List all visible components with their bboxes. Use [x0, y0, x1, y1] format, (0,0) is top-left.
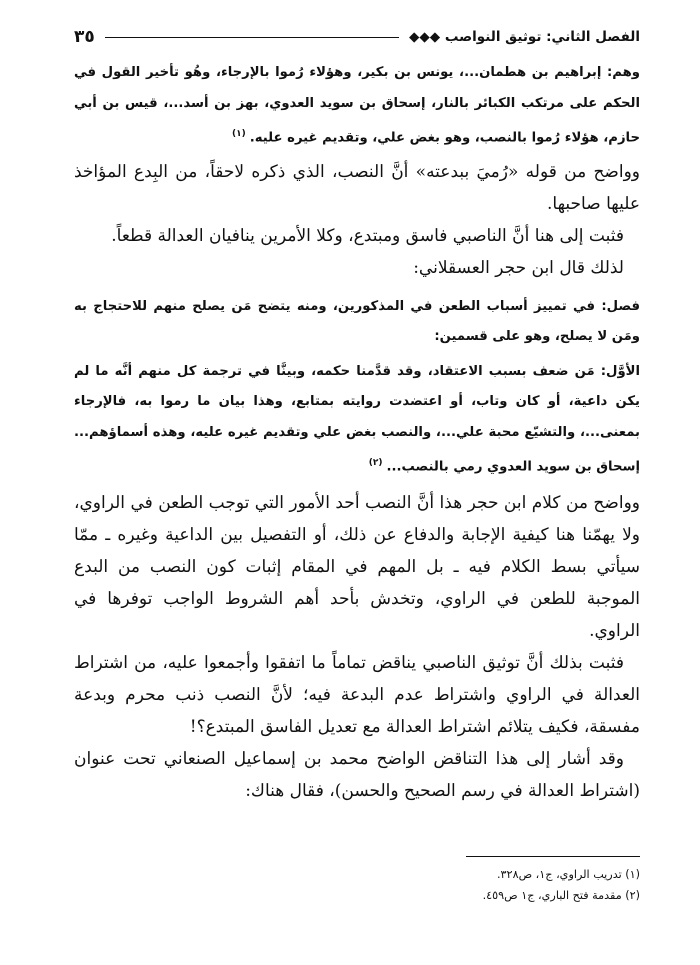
footnote: (٢) مقدمة فتح الباري، ج١ ص٤٥٩. — [482, 889, 640, 902]
body-paragraph: فثبت إلى هنا أنَّ الناصبي فاسق ومبتدع، وكلا الأمرين ينافيان العدالة قطعاً. — [111, 225, 624, 246]
page-number: ٣٥ — [74, 27, 95, 47]
quote-block-2 — [74, 292, 640, 483]
footnote: (١) تدريب الراوي، ج١، ص٣٢٨. — [496, 868, 640, 881]
quote-paragraph: وهم: إبراهيم بن هطمان...، يونس بن بكير، وهؤلاء رُموا بالإرجاء، وهُو تأخير القول في الحكم على مرتكب الكبائر بالنار، إسحاق بن سويد العدوي، بهز بن أسد...، قيس بن أبي حازم، هؤلاء رُموا بالنصب، وهو بغض علي، وتقديم غيره عليه.$^{(١)}$ — [74, 65, 640, 146]
body-paragraph: وقد أشار إلى هذا التناقض الواضح محمد بن إسماعيل الصنعاني تحت عنوان (اشتراط العدالة في رسم الصحيح والحسن)، فقال هناك: — [74, 749, 640, 802]
body-paragraph: لذلك قال ابن حجر العسقلاني: — [413, 257, 624, 278]
footnote-marker-1: (١) — [232, 129, 246, 139]
footnote-separator — [466, 856, 640, 857]
header-rule — [105, 37, 399, 38]
body-paragraph: وواضح من كلام ابن حجر هذا أنَّ النصب أحد الأمور التي توجب الطعن في الراوي، ولا يهمّنا هنا كيفية الإجابة والدفاع عن ذلك، أو التفصيل بين الداعية وغيره ـ ممّا سيأتي بسط الكلام فيه ـ بل المهم في المقام إثبات كون النصب من البدع الموجبة للطعن في الراوي، وتخدش بأحد أهم الشروط الواجب توفرها في الراوي. — [74, 493, 640, 642]
page-header — [74, 24, 640, 50]
quote-paragraph: الأوَّل: مَن ضعف بسبب الاعتقاد، وقد قدَّمنا حكمه، وبينَّا في ترجمة كل منهم أنَّه ما لم يكن داعية، أو كان وتاب، أو اعتضدت روايته بمتابع، وهذا بيان ما رموا به، فالإرجاء بمعنى...، والتشيّع محبة علي...، والنصب بغض علي وتقديم غيره عليه، وهذه أسماؤهم... إسحاق بن سويد العدوي رمي بالنصب...$^{(٢)}$ — [74, 363, 640, 475]
quote-block-1 — [74, 58, 640, 154]
footnotes — [483, 864, 640, 906]
body-paragraph: وواضح من قوله «رُميَ ببدعته» أنَّ النصب، الذي ذكره لاحقاً، من البِدع المؤاخذ عليها صاحبها. — [74, 161, 640, 214]
quote-heading: فصل: في تمييز أسباب الطعن في المذكورين، ومنه يتضح مَن يصلح منهم للاحتجاج به ومَن لا يصلح، وهو على قسمين: — [74, 298, 640, 345]
footnote-marker-2: (٢) — [368, 458, 383, 469]
body-paragraph: فثبت بذلك أنَّ توثيق الناصبي يناقض تماماً ما اتفقوا وأجمعوا عليه، من اشتراط العدالة في الراوي واشتراط عدم البدعة فيه؛ لأنَّ النصب ذنب محرم وبدعة مفسقة، فكيف يتلائم اشتراط العدالة مع تعديل الفاسق المبتدع؟! — [74, 653, 640, 738]
chapter-title: الفصل الثاني: توثيق النواصب ◆◆◆ — [408, 29, 640, 45]
